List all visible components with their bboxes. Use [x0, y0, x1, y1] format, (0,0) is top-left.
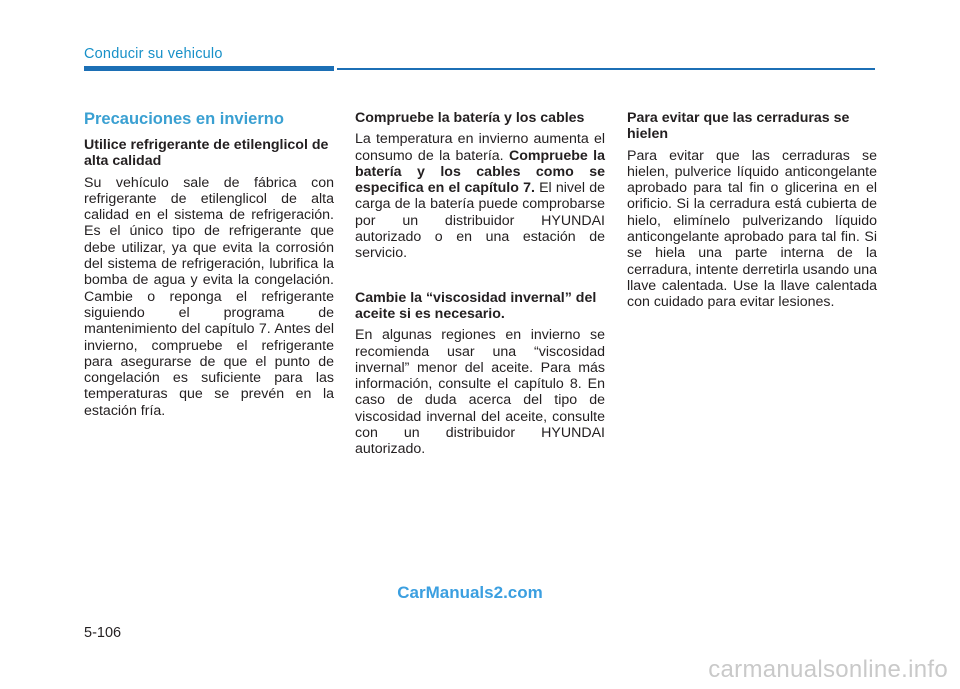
section-title: Conducir su vehiculo — [84, 46, 223, 62]
battery-bold: Compruebe la batería y los cables como se especifica en el capítulo 7. — [355, 147, 605, 197]
subheading-battery: Compruebe la batería y los cables — [355, 110, 585, 126]
section-heading: Precauciones en invierno — [84, 110, 284, 128]
subheading-locks: Para evitar que las cerraduras se hielen — [627, 110, 850, 143]
battery-rest: El nivel de carga de la batería puede comprobarse por un distribuidor HYUNDAI autorizado o en una estación de servicio. — [355, 180, 605, 262]
battery-intro: La temperatura en invierno aumenta el consumo de la batería. — [355, 131, 605, 164]
paragraph-coolant: Su vehículo sale de fábrica con refrigerante de etilenglicol de alta calidad en el sistema de refrigeración. Es el único tipo de refrigerante que debe utilizar, ya que evita la corrosión del sistema de refrigeración, lubrifica la bomba de agua y evita la congelación. Cambie o reponga el refrigerante siguiendo el programa de mantenimiento del capítulo 7. Antes del invierno, compruebe el refrigerante para asegurarse de que el punto de congelación es suficiente para las temperaturas que se prevén en la estación fría. — [84, 174, 334, 419]
page-number: 5-106 — [84, 625, 122, 641]
watermark-link[interactable]: CarManuals2.com — [397, 583, 543, 602]
header-rule-thick — [84, 66, 334, 71]
subheading-coolant: Utilice refrigerante de etilenglicol de alta calidad — [84, 137, 329, 170]
paragraph-oil: En algunas regiones en invierno se recomienda usar una “viscosidad invernal” menor del aceite. Para más información, consulte el capítulo 8. En caso de duda acerca del tipo de viscosidad invernal del aceite, consulte con un distribuidor HYUNDAI autorizado. — [355, 327, 605, 458]
column-2 — [355, 110, 605, 472]
paragraph-battery — [355, 131, 605, 261]
header-rule-thin — [337, 68, 875, 70]
column-1 — [84, 110, 334, 433]
column-3 — [627, 110, 877, 325]
subheading-oil: Cambie la “viscosidad invernal” del aceite si es necesario. — [355, 289, 597, 322]
paragraph-locks: Para evitar que las cerraduras se hielen, pulverice líquido anticongelante aprobado para tal fin o glicerina en el orificio. Si la cerradura está cubierta de hielo, elimínelo pulverizando líquido anticongelante aprobado para tal fin. Si se hiela una parte interna de la cerradura, intente derretirla usando una llave calentada. Use la llave calentada con cuidado para evitar lesiones. — [627, 147, 877, 311]
footer-watermark: carmanualsonline.info — [708, 656, 948, 683]
